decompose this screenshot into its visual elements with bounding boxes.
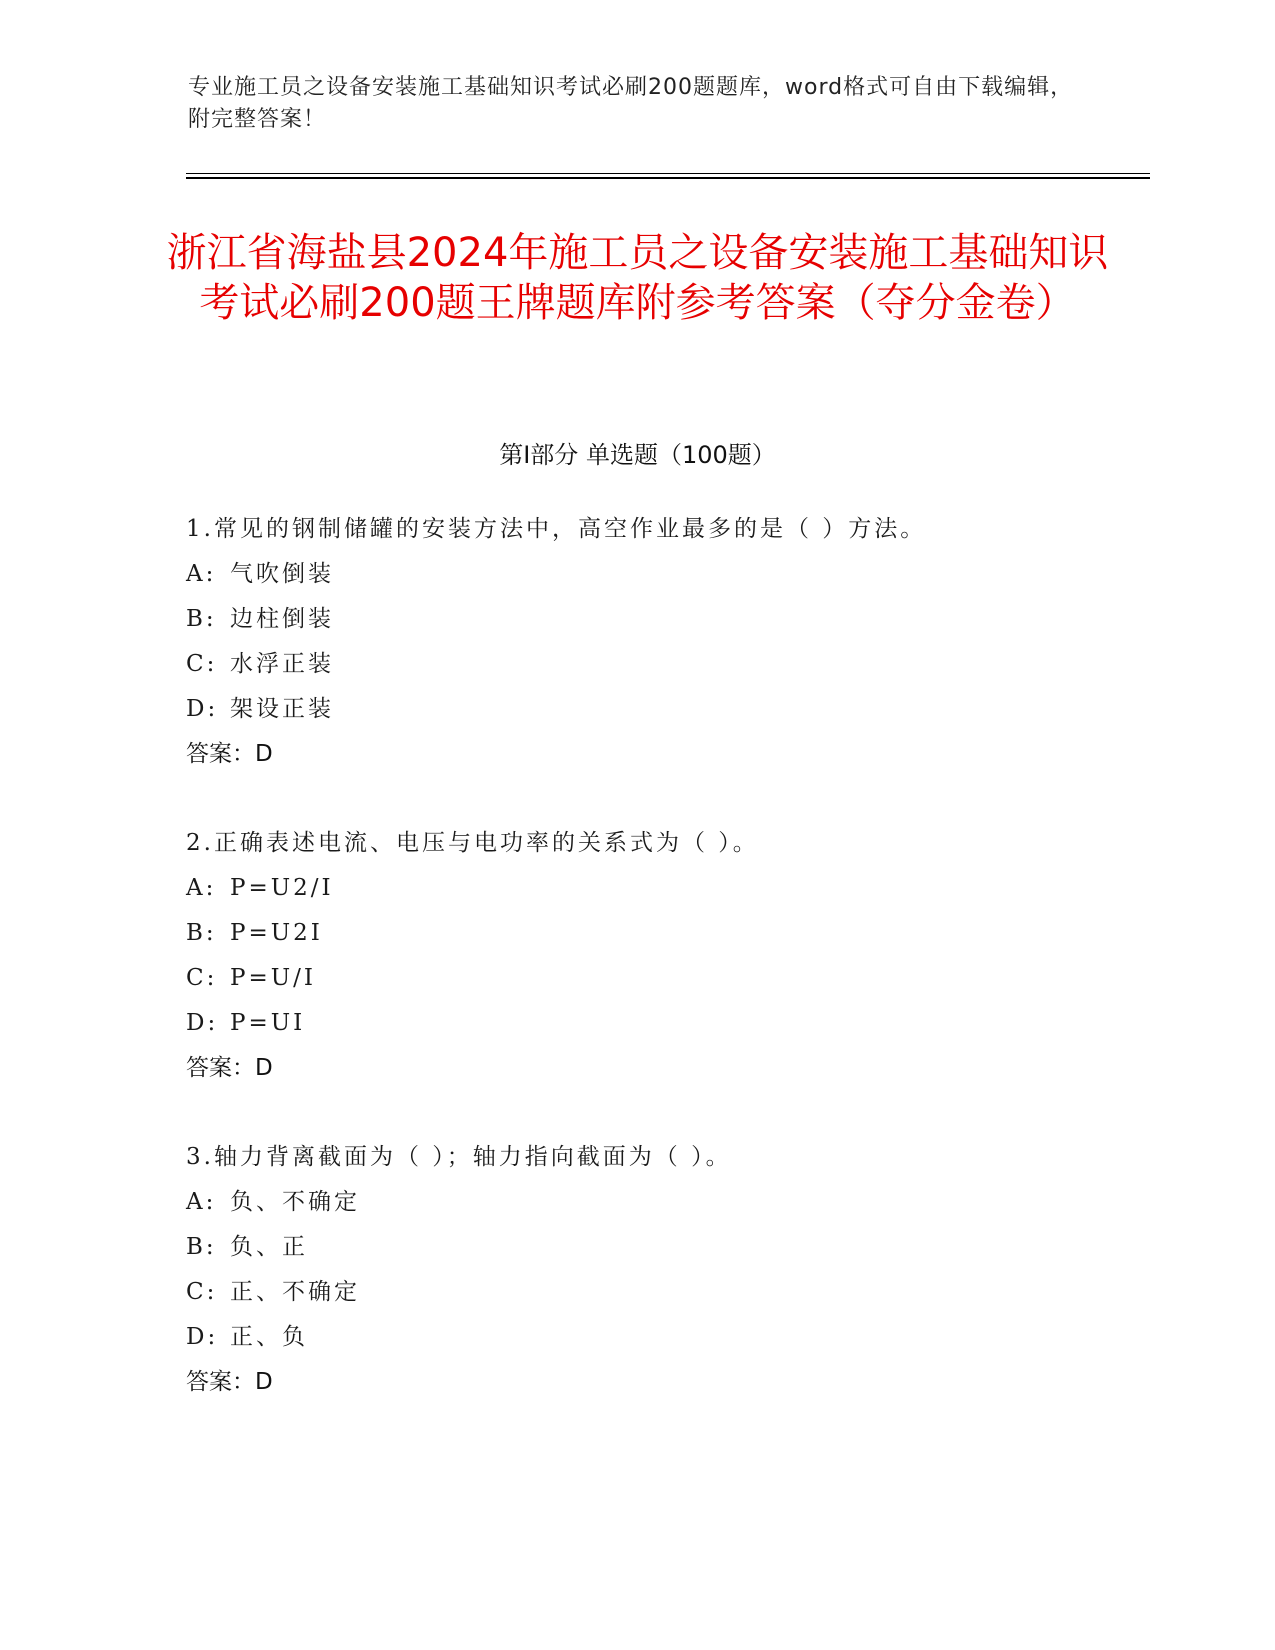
option-text: P=UI xyxy=(230,1010,306,1036)
header-note: 专业施工员之设备安装施工基础知识考试必刷200题题库，word格式可自由下载编辑，附完整答案！ xyxy=(188,75,1074,132)
question-1 xyxy=(186,507,1146,777)
option-a xyxy=(186,866,1146,911)
question-stem: 3.轴力背离截面为（ ）；轴力指向截面为（ ）。 xyxy=(186,1144,732,1170)
question-stem: 2.正确表述电流、电压与电功率的关系式为（ ）。 xyxy=(186,830,759,856)
option-a xyxy=(186,1180,1146,1225)
option-text: 气吹倒装 xyxy=(230,561,334,587)
option-key: D: xyxy=(186,696,219,722)
answer: 答案：D xyxy=(186,741,273,767)
option-key: D: xyxy=(186,1010,219,1036)
option-key: A: xyxy=(186,561,217,587)
option-text: 负、正 xyxy=(230,1234,308,1260)
answer: 答案：D xyxy=(186,1055,273,1081)
option-d xyxy=(186,1315,1146,1360)
option-d xyxy=(186,687,1146,732)
option-text: 正、负 xyxy=(230,1324,308,1350)
option-text: P=U2I xyxy=(230,920,323,946)
header-divider-thick xyxy=(186,177,1150,179)
option-text: 负、不确定 xyxy=(230,1189,360,1215)
document-title: 浙江省海盐县2024年施工员之设备安装施工基础知识考试必刷200题王牌题库附参考答案（夺分金卷） xyxy=(166,230,1109,326)
option-key: B: xyxy=(186,606,217,632)
option-c xyxy=(186,1270,1146,1315)
option-text: P=U2/I xyxy=(230,875,334,901)
option-key: D: xyxy=(186,1324,219,1350)
question-3 xyxy=(186,1135,1146,1405)
question-stem: 1.常见的钢制储罐的安装方法中，高空作业最多的是（ ）方法。 xyxy=(186,516,927,542)
option-text: 正、不确定 xyxy=(230,1279,360,1305)
option-text: 架设正装 xyxy=(230,696,334,722)
option-b xyxy=(186,911,1146,956)
section-title: 第Ⅰ部分 单选题（100题） xyxy=(499,441,776,469)
header-divider-thin xyxy=(186,173,1150,174)
option-key: C: xyxy=(186,1279,218,1305)
option-key: C: xyxy=(186,651,218,677)
option-key: B: xyxy=(186,1234,217,1260)
option-text: 水浮正装 xyxy=(230,651,334,677)
option-b xyxy=(186,1225,1146,1270)
option-a xyxy=(186,552,1146,597)
option-b xyxy=(186,597,1146,642)
answer: 答案：D xyxy=(186,1369,273,1395)
option-d xyxy=(186,1001,1146,1046)
option-c xyxy=(186,642,1146,687)
question-2 xyxy=(186,821,1146,1091)
option-c xyxy=(186,956,1146,1001)
option-key: A: xyxy=(186,1189,217,1215)
option-key: A: xyxy=(186,875,217,901)
option-key: B: xyxy=(186,920,217,946)
option-text: P=U/I xyxy=(230,965,316,991)
option-key: C: xyxy=(186,965,218,991)
option-text: 边柱倒装 xyxy=(230,606,334,632)
